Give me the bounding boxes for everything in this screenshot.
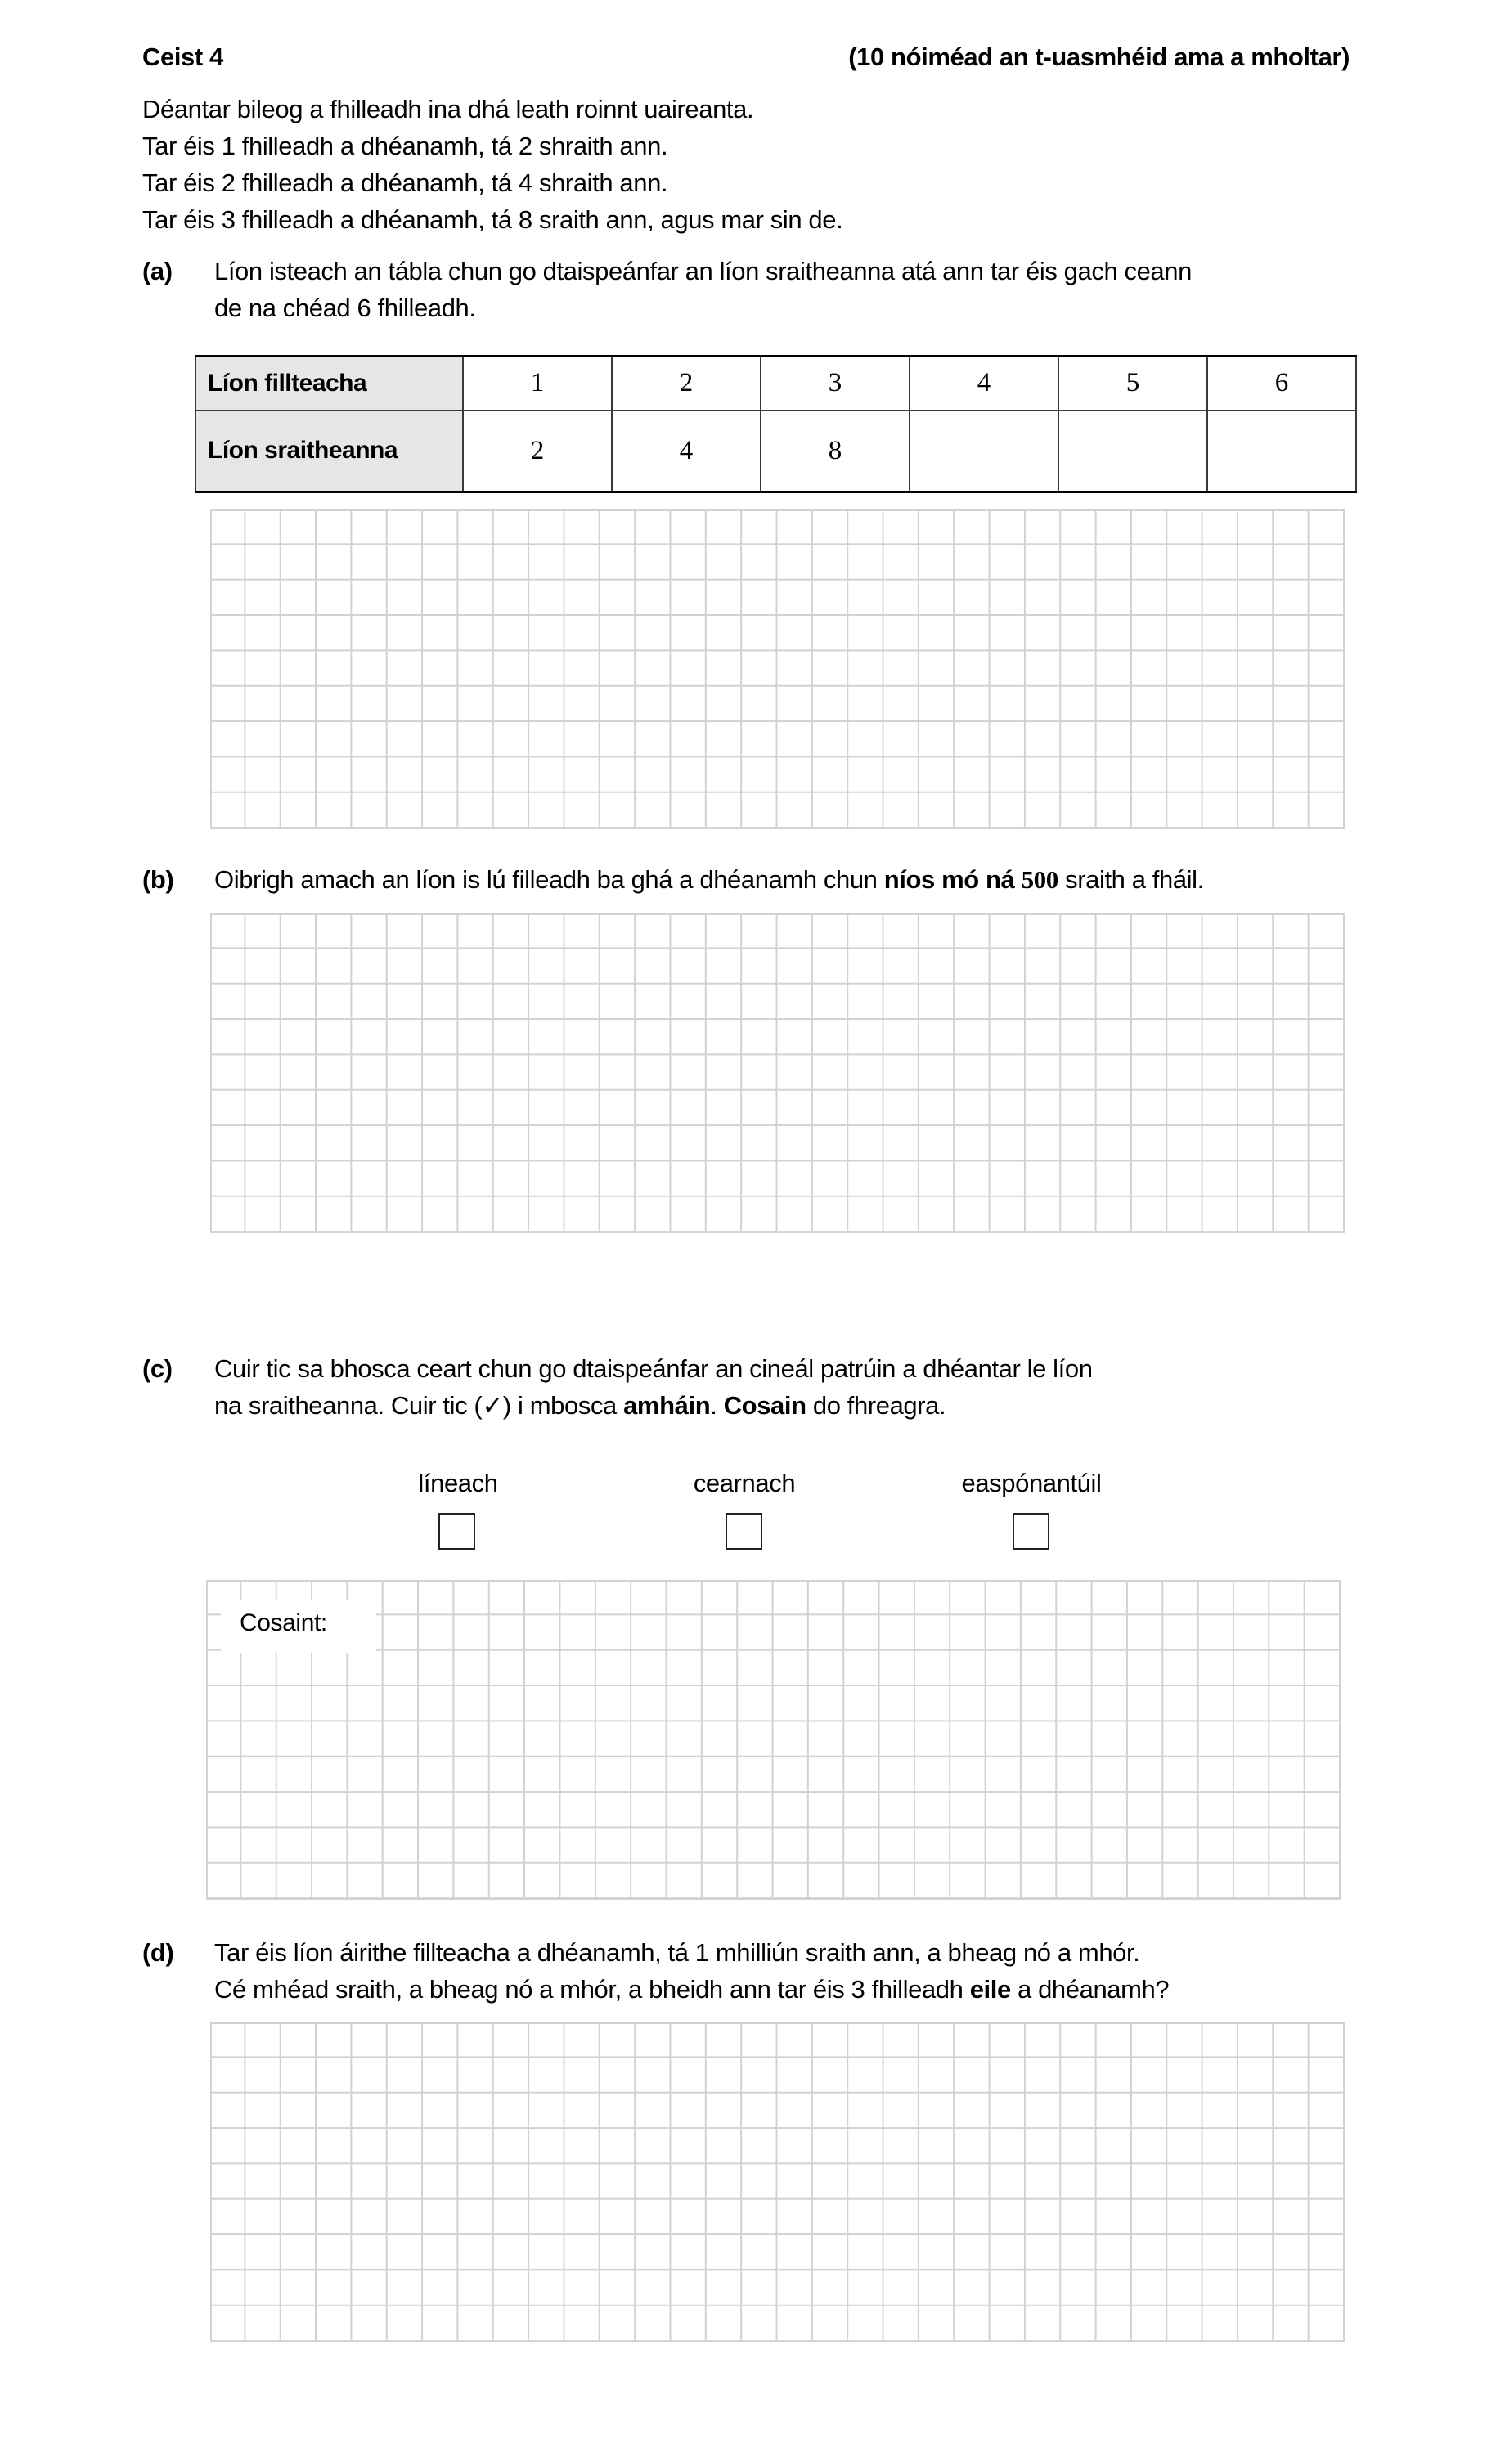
intro-line: Déantar bileog a fhilleadh ina dhá leath roinnt uaireanta. — [142, 95, 754, 123]
table-cell: 6 — [1207, 357, 1356, 411]
justify-label: Cosaint: — [240, 1609, 327, 1636]
intro-line: Tar éis 1 fhilleadh a dhéanamh, tá 2 shraith ann. — [142, 132, 668, 160]
part-c-text-pre: na sraitheanna. Cuir tic (✓) i mbosca — [214, 1391, 624, 1420]
table-cell: 1 — [463, 357, 612, 411]
part-c-text-bold: Cosain — [723, 1391, 806, 1420]
part-c-text-post: do fhreagra. — [806, 1391, 946, 1420]
part-b-text-bold: níos mó ná — [883, 865, 1022, 894]
part-d-text-pre: Cé mhéad sraith, a bheag nó a mhór, a bheidh ann tar éis 3 fhilleadh — [214, 1975, 970, 2004]
part-c-text-bold: amháin — [623, 1391, 711, 1420]
part-a-text: de na chéad 6 fhilleadh. — [214, 294, 476, 322]
part-c-text: Cuir tic sa bhosca ceart chun go dtaispeánfar an cineál patrúin a dhéantar le líon — [214, 1354, 1093, 1383]
table-row-layers — [195, 411, 1356, 492]
table-cell: 2 — [463, 411, 612, 492]
part-b-text-pre: Oibrigh amach an líon is lú filleadh ba ghá a dhéanamh chun — [214, 865, 884, 894]
option-label-linear: líneach — [418, 1469, 498, 1497]
part-a-label: (a) — [142, 257, 173, 285]
part-c-label: (c) — [142, 1354, 173, 1383]
table-cell: 2 — [612, 357, 761, 411]
table-cell: 8 — [761, 411, 910, 492]
table-cell: 3 — [761, 357, 910, 411]
option-label-quadratic: cearnach — [693, 1469, 796, 1497]
part-d-text-bold: eile — [969, 1975, 1011, 2004]
part-d-label: (d) — [142, 1938, 174, 1967]
table-cell: 4 — [612, 411, 761, 492]
answer-grid-d[interactable] — [210, 2022, 1345, 2342]
answer-cell-4[interactable] — [910, 411, 1058, 492]
option-label-exponential: easpónantúil — [961, 1469, 1102, 1497]
part-a-text: Líon isteach an tábla chun go dtaispeánfar an líon sraitheanna atá ann tar éis gach ceann — [214, 257, 1192, 285]
part-d-text: Tar éis líon áirithe fillteacha a dhéanamh, tá 1 mhilliún sraith ann, a bheag nó a mhór. — [214, 1938, 1140, 1967]
table-header-folds: Líon fillteacha — [195, 357, 463, 411]
part-b-text — [214, 862, 1204, 898]
answer-grid-b[interactable] — [210, 913, 1345, 1233]
answer-cell-5[interactable] — [1058, 411, 1207, 492]
checkbox-linear[interactable] — [438, 1513, 475, 1550]
table-header-layers: Líon sraitheanna — [195, 411, 463, 492]
time-hint: (10 nóiméad an t-uasmhéid ama a mholtar) — [848, 43, 1350, 71]
table-cell: 5 — [1058, 357, 1207, 411]
justification-grid[interactable] — [206, 1580, 1341, 1900]
part-d-text-post: a dhéanamh? — [1010, 1975, 1170, 2004]
table-row-folds — [195, 357, 1356, 411]
intro-line: Tar éis 2 fhilleadh a dhéanamh, tá 4 shraith ann. — [142, 168, 668, 197]
part-d-text — [214, 1972, 1169, 2008]
checkbox-quadratic[interactable] — [726, 1513, 762, 1550]
table-cell: 4 — [910, 357, 1058, 411]
answer-grid-a[interactable] — [210, 509, 1345, 829]
answer-cell-6[interactable] — [1207, 411, 1356, 492]
question-title: Ceist 4 — [142, 43, 223, 71]
part-b-number: 500 — [1021, 865, 1058, 894]
part-b-text-post: sraith a fháil. — [1058, 865, 1204, 894]
part-c-text — [214, 1388, 946, 1424]
part-c-text-mid: . — [710, 1391, 724, 1420]
checkbox-exponential[interactable] — [1013, 1513, 1049, 1550]
folds-table — [195, 355, 1357, 493]
part-b-label: (b) — [142, 865, 174, 894]
intro-line: Tar éis 3 fhilleadh a dhéanamh, tá 8 sraith ann, agus mar sin de. — [142, 205, 843, 234]
